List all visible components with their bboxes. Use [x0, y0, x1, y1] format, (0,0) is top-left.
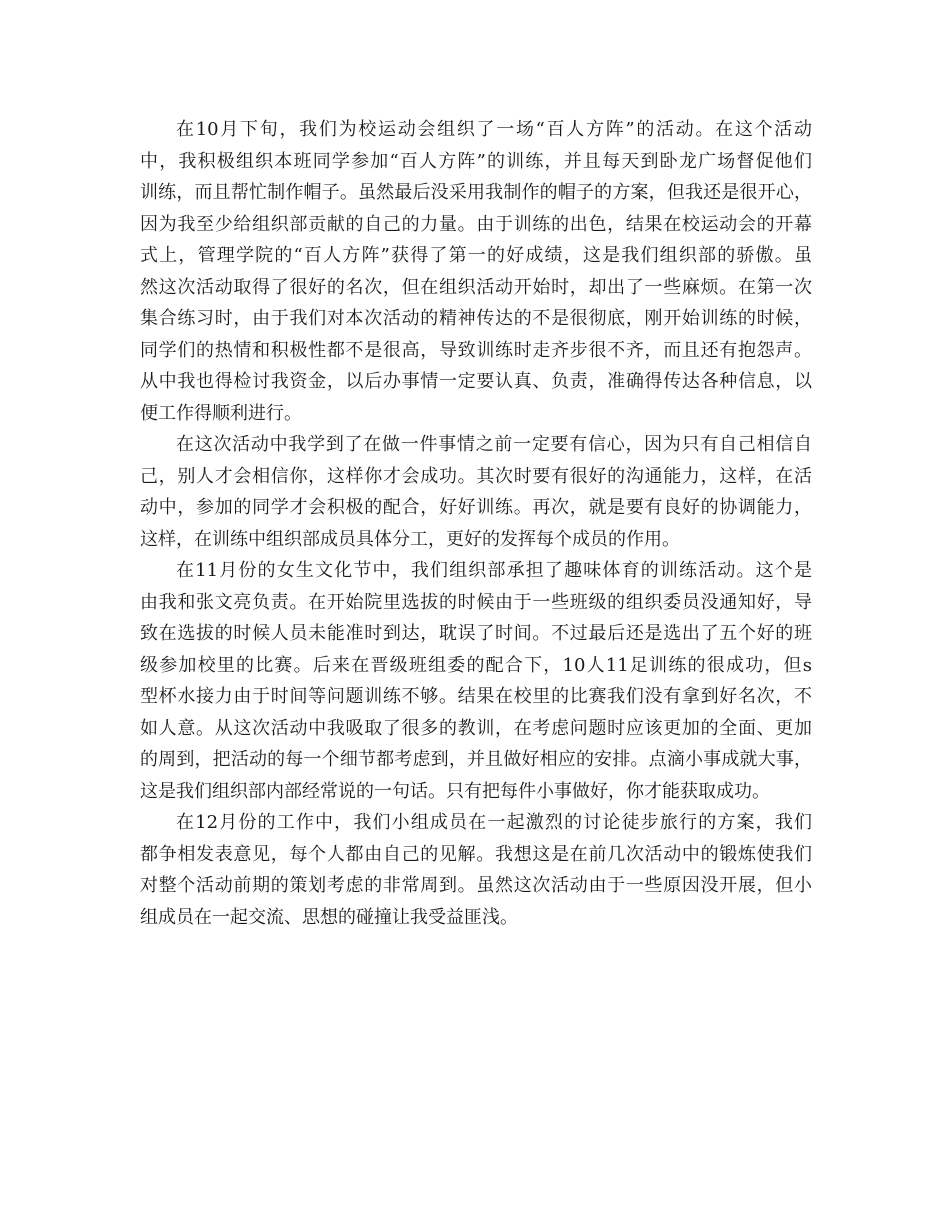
paragraph-line: 这样，在训练中组织部成员具体分工，更好的发挥每个成员的作用。: [140, 528, 680, 550]
paragraph-line: 如人意。从这次活动中我吸取了很多的教训，在考虑问题时应该更加的全面、更加: [140, 717, 812, 739]
paragraph-line: 便工作得顺利进行。: [140, 402, 302, 424]
paragraph-line: 的周到，把活动的每一个细节都考虑到，并且做好相应的安排。点滴小事成就大事，: [140, 749, 812, 770]
paragraph-line: 这是我们组织部内部经常说的一句话。只有把每件小事做好，你才能获取成功。: [140, 780, 770, 802]
paragraph-line: 在11月份的女生文化节中，我们组织部承担了趣味体育的训练活动。这个是: [176, 560, 812, 581]
paragraph-line: 在12月份的工作中，我们小组成员在一起激烈的讨论徒步旅行的方案，我们: [176, 812, 812, 833]
paragraph-line: 型杯水接力由于时间等问题训练不够。结果在校里的比赛我们没有拿到好名次，不: [140, 686, 812, 707]
paragraph-line: 同学们的热情和积极性都不是很高，导致训练时走齐步很不齐，而且还有抱怨声。: [140, 339, 812, 361]
paragraph-3: [140, 555, 812, 807]
paragraph-4: [140, 807, 812, 933]
paragraph-line: 然这次活动取得了很好的名次，但在组织活动开始时，却出了一些麻烦。在第一次: [140, 276, 812, 298]
paragraph-line: 在10月下旬，我们为校运动会组织了一场“百人方阵”的活动。在这个活动: [176, 119, 812, 140]
paragraph-line: 组成员在一起交流、思想的碰撞让我受益匪浅。: [140, 906, 518, 928]
document-body: [140, 114, 812, 933]
paragraph-line: 集合练习时，由于我们对本次活动的精神传达的不是很彻底，刚开始训练的时候，: [140, 308, 812, 329]
paragraph-line: 在这次活动中我学到了在做一件事情之前一定要有信心，因为只有自己相信自: [176, 434, 812, 455]
paragraph-1: [140, 114, 812, 429]
paragraph-line: 由我和张文亮负责。在开始院里选拔的时候由于一些班级的组织委员没通知好，导: [140, 591, 812, 613]
paragraph-line: 己，别人才会相信你，这样你才会成功。其次时要有很好的沟通能力，这样，在活: [140, 465, 812, 487]
paragraph-line: 式上，管理学院的“百人方阵”获得了第一的好成绩，这是我们组织部的骄傲。虽: [140, 245, 812, 266]
paragraph-line: 因为我至少给组织部贡献的自己的力量。由于训练的出色，结果在校运动会的开幕: [140, 213, 812, 235]
paragraph-line: 都争相发表意见，每个人都由自己的见解。我想这是在前几次活动中的锻炼使我们: [140, 843, 812, 865]
paragraph-line: 对整个活动前期的策划考虑的非常周到。虽然这次活动由于一些原因没开展，但小: [140, 875, 812, 896]
paragraph-line: 训练，而且帮忙制作帽子。虽然最后没采用我制作的帽子的方案，但我还是很开心，: [140, 182, 812, 203]
paragraph-line: 中，我积极组织本班同学参加“百人方阵”的训练，并且每天到卧龙广场督促他们: [140, 150, 812, 172]
paragraph-line: 动中，参加的同学才会积极的配合，好好训练。再次，就是要有良好的协调能力，: [140, 497, 812, 518]
paragraph-line: 致在选拔的时候人员未能准时到达，耽误了时间。不过最后还是选出了五个好的班: [140, 623, 812, 644]
paragraph-line: 级参加校里的比赛。后来在晋级班组委的配合下，10人11足训练的很成功，但s: [140, 654, 812, 676]
paragraph-line: 从中我也得检讨我资金，以后办事情一定要认真、负责，准确得传达各种信息，以: [140, 371, 812, 392]
paragraph-2: [140, 429, 812, 555]
